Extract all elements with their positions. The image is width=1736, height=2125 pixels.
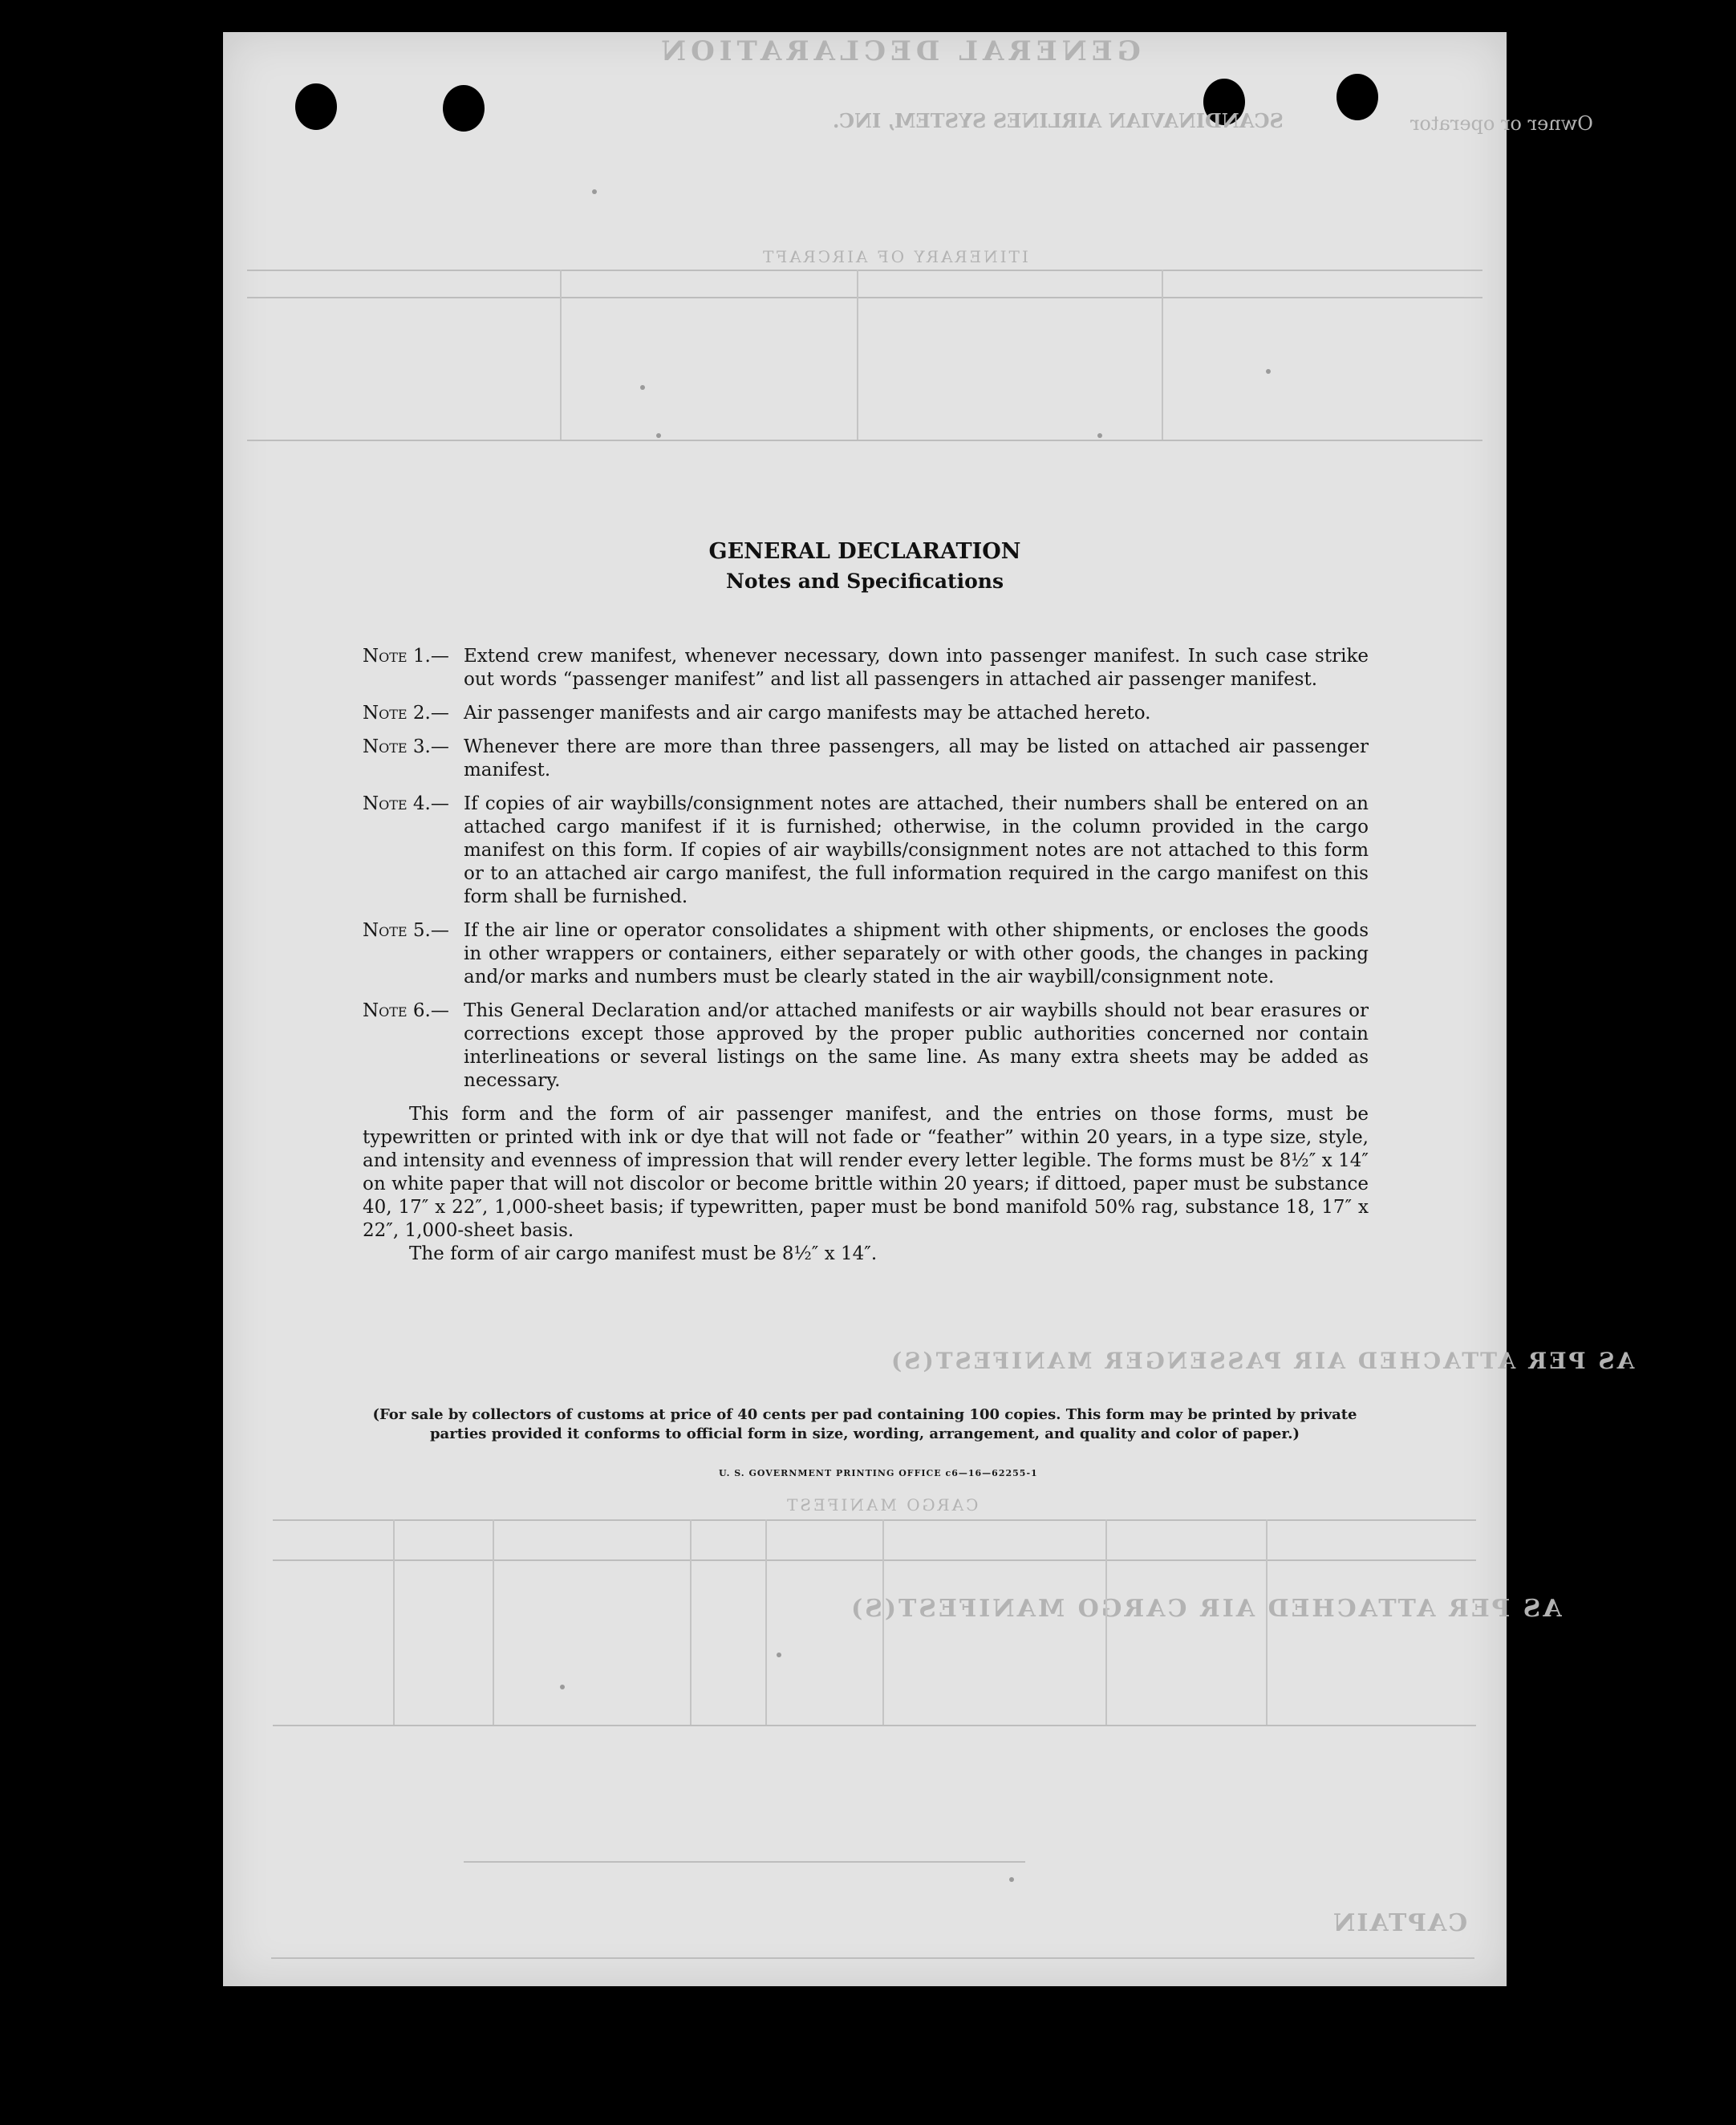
note-item: Note 5.— If the air line or operator consolidates a shipment with other shipments, or encloses the goods in other wrappers or containers, either separately or with other goods, the changes in packing and/or marks and numbers must be clearly stated in the air waybill/consignment note.: [363, 920, 1369, 987]
bleed-rule: [464, 1861, 1025, 1863]
paper-speck: [592, 189, 597, 194]
page-title: GENERAL DECLARATION: [708, 539, 1021, 564]
punch-hole: [1336, 74, 1378, 120]
printing-office-line: U. S. GOVERNMENT PRINTING OFFICE c6—16—62255-1: [719, 1468, 1038, 1478]
bleed-rule: [1162, 270, 1163, 440]
bleed-owner-label: Owner or operator: [1410, 112, 1593, 135]
note-item: Note 4.— If copies of air waybills/consignment notes are attached, their numbers shall be entered on an attached cargo manifest if it is furnished; otherwise, in the column provided in the cargo manifest on this form. If copies of air waybills/consignment notes are not attached to this form or to an attached air cargo manifest, the full information required in the cargo manifest on this form shall be furnished.: [363, 793, 1369, 907]
bleed-rule: [247, 440, 1482, 441]
bleed-rule: [273, 1519, 1476, 1521]
bleed-rule: [690, 1519, 692, 1725]
bleed-itinerary: ITINERARY OF AIRCRAFT: [761, 247, 1028, 266]
note-number: 3: [412, 736, 425, 757]
bleed-rule: [1266, 1519, 1268, 1725]
note-number: 6: [412, 1000, 425, 1021]
bleed-rule: [247, 297, 1482, 298]
bleed-rule: [765, 1519, 767, 1725]
bleed-passenger-stamp: AS PER ATTACHED AIR PASSENGER MANIFEST(S): [889, 1348, 1635, 1374]
paper-speck: [656, 433, 661, 438]
bleed-captain: CAPTAIN: [1332, 1909, 1468, 1937]
bleed-rule: [1105, 1519, 1107, 1725]
paper-speck: [640, 385, 645, 390]
notes-section: [363, 645, 1369, 1266]
bleed-heading: GENERAL DECLARATION: [656, 35, 1141, 67]
cargo-manifest-size: The form of air cargo manifest must be 8½″ x 14″.: [409, 1243, 878, 1264]
bleed-rule: [273, 1559, 1476, 1561]
note-label: Note: [363, 1000, 408, 1021]
note-item: Note 6.— This General Declaration and/or attached manifests or air waybills should not bear erasures or corrections except those approved by the proper public authorities concerned nor contain interlineations or several listings on the same line. As many extra sheets may be added as necessary.: [363, 1000, 1369, 1091]
bleed-rule: [393, 1519, 395, 1725]
page-subtitle: Notes and Specifications: [725, 570, 1004, 593]
bleed-rule: [882, 1519, 884, 1725]
bleed-cargo-stamp: AS PER ATTACHED AIR CARGO MANIFEST(S): [849, 1595, 1562, 1623]
note-label: Note: [363, 736, 408, 757]
bleed-rule: [493, 1519, 494, 1725]
bleed-rule: [560, 270, 562, 440]
bleed-rule: [273, 1725, 1476, 1726]
bleed-owner-value: SCANDINAVIAN AIRLINES SYSTEM, INC.: [833, 109, 1284, 132]
note-item: Note 3.— Whenever there are more than three passengers, all may be listed on attached air passenger manifest.: [363, 736, 1369, 781]
note-label: Note: [363, 920, 408, 941]
note-text: This General Declaration and/or attached manifests or air waybills should not bear erasures or corrections except those approved by the proper public authorities concerned nor contain interlineations or several listings on the same line. As many extra sheets may be added as necessary.: [464, 1000, 1369, 1091]
paper-speck: [1009, 1877, 1014, 1882]
sale-notice: (For sale by collectors of customs at price of 40 cents per pad containing 100 copies. This form may be printed by private parties provided it conforms to official form in size, wording, arrangement, and quality and color of paper.): [372, 1406, 1357, 1442]
note-item: Note 2.— Air passenger manifests and air cargo manifests may be attached hereto.: [363, 703, 1151, 724]
bleed-cargo-manifest: CARGO MANIFEST: [785, 1495, 979, 1515]
note-number: 1: [412, 646, 425, 667]
bleed-rule: [857, 270, 858, 440]
note-text: Whenever there are more than three passengers, all may be listed on attached air passenger manifest.: [464, 736, 1369, 781]
note-number: 4: [412, 793, 425, 814]
paper-speck: [560, 1685, 565, 1689]
punch-hole: [295, 83, 337, 130]
note-text: Air passenger manifests and air cargo manifests may be attached hereto.: [464, 703, 1151, 724]
bleed-rule: [271, 1957, 1474, 1959]
note-text: If copies of air waybills/consignment notes are attached, their numbers shall be entered on an attached cargo manifest if it is furnished; otherwise, in the column provided in the cargo manifest on this form. If copies of air waybills/consignment notes are not attached to this form or to an attached air cargo manifest, the full information required in the cargo manifest on this form shall be furnished.: [464, 793, 1369, 907]
punch-hole: [443, 85, 485, 132]
paper-speck: [1097, 433, 1102, 438]
paper-speck: [1266, 369, 1271, 374]
bleed-rule: [247, 270, 1482, 271]
note-label: Note: [363, 703, 408, 724]
note-label: Note: [363, 646, 408, 667]
note-text: Extend crew manifest, whenever necessary, down into passenger manifest. In such case strike out words “passenger manifest” and list all passengers in attached air passenger manifest.: [464, 646, 1369, 690]
paper-speck: [777, 1653, 781, 1657]
form-requirements-paragraph: This form and the form of air passenger manifest, and the entries on those forms, must be typewritten or printed with ink or dye that will not fade or “feather” within 20 years, in a type size, style, and intensity and evenness of impression that will render every letter legible. The forms must be 8½″ x 14″ on white paper that will not discolor or become brittle within 20 years; if dittoed, paper must be substance 40, 17″ x 22″, 1,000-sheet basis; if typewritten, paper must be bond manifold 50% rag, substance 18, 17″ x 22″, 1,000-sheet basis.: [363, 1104, 1369, 1241]
note-number: 5: [412, 920, 425, 941]
note-label: Note: [363, 793, 408, 814]
note-item: Note 1.— Extend crew manifest, whenever necessary, down into passenger manifest. In such case strike out words “passenger manifest” and list all passengers in attached air passenger manifest.: [363, 646, 1369, 690]
note-number: 2: [412, 703, 425, 724]
document-page: [223, 32, 1635, 1986]
note-text: If the air line or operator consolidates a shipment with other shipments, or encloses the goods in other wrappers or containers, either separately or with other goods, the changes in packing and/or marks and numbers must be clearly stated in the air waybill/consignment note.: [464, 920, 1369, 987]
